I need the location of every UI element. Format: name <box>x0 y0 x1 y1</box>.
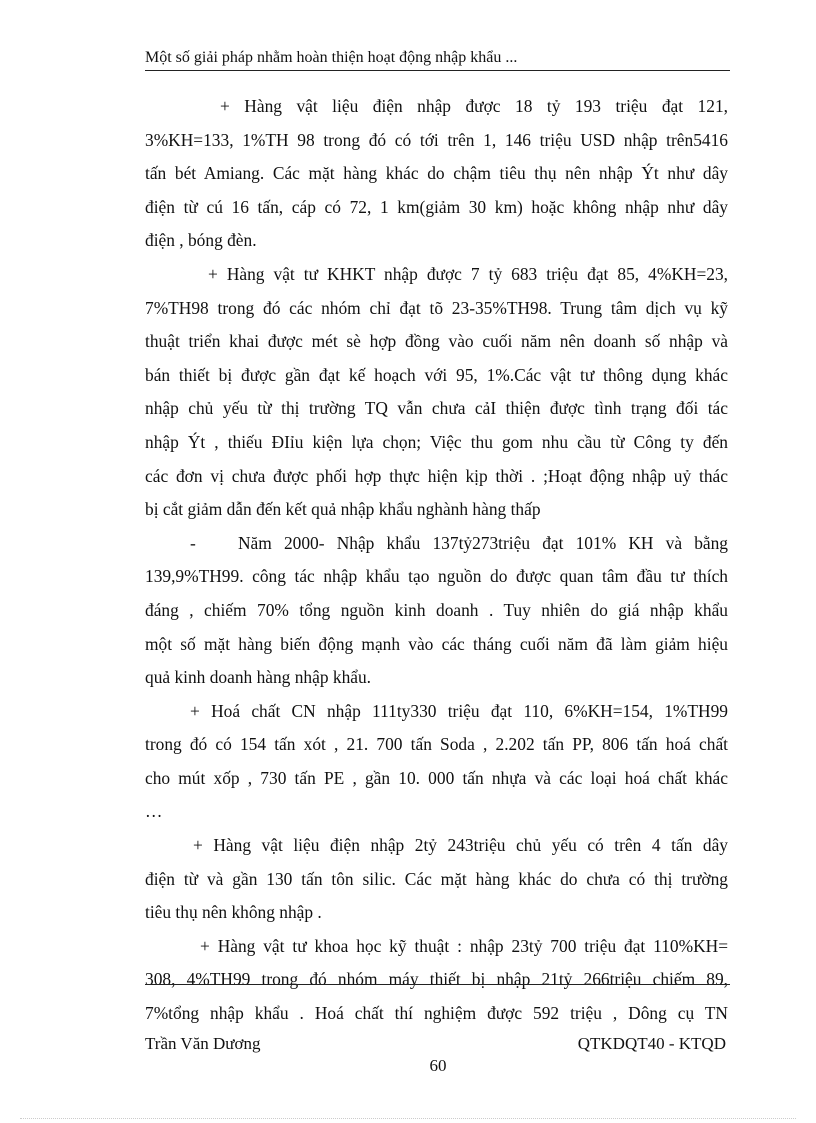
paragraph-line: thuật triển khai được mét sè hợp đồng vào cuối năm nên doanh số nhập và <box>145 331 728 352</box>
paragraph-line: nhập Ýt , thiếu ĐIỉu kiện lựa chọn; Việc thu gom nhu cầu từ Công ty đến <box>145 431 728 452</box>
paragraph-line <box>145 527 728 561</box>
paragraph-line: cho mút xốp , 730 tấn PE , gần 10. 000 tấn nhựa và các loại hoá chất khác <box>145 767 728 788</box>
paragraph-line: 139,9%TH99. công tác nhập khẩu tạo nguồn do được quan tâm đầu tư thích <box>145 566 728 587</box>
paragraph-line: trong đó có 154 tấn xót , 21. 700 tấn Soda , 2.202 tấn PP, 806 tấn hoá chất <box>145 734 728 755</box>
paragraph-line: điện , bóng đèn. <box>145 230 257 251</box>
header-divider <box>145 70 730 71</box>
paragraph-line: tấn bét Amiang. Các mặt hàng khác do chậm tiêu thụ nên nhập Ýt như dây <box>145 163 728 184</box>
paragraph-line-text: Năm 2000- Nhập khẩu 137tỷ273triệu đạt 101% KH và bằng <box>238 532 728 553</box>
footer-author: Trần Văn Dương <box>145 1034 261 1053</box>
paragraph-line: các đơn vị chưa được phối hợp thực hiện kịp thời . ;Hoạt động nhập uỷ thác <box>145 465 728 486</box>
paragraph-line: đáng , chiếm 70% tổng nguồn kinh doanh . Tuy nhiên do giá nhập khẩu <box>145 599 728 620</box>
paragraph-line: + Hàng vật tư khoa học kỹ thuật : nhập 23tỷ 700 triệu đạt 110%KH= <box>200 935 728 956</box>
paragraph-line: tiêu thụ nên không nhập . <box>145 902 322 923</box>
paragraph-line: điện từ cú 16 tấn, cáp có 72, 1 km(giảm 30 km) hoặc không nhập như dây <box>145 196 728 217</box>
paragraph-line: bị cắt giảm dẫn đến kết quả nhập khẩu nghành hàng thấp <box>145 499 541 520</box>
page-edge-divider <box>20 1118 796 1119</box>
paragraph-line: + Hàng vật tư KHKT nhập được 7 tỷ 683 triệu đạt 85, 4%KH=23, <box>208 263 728 284</box>
paragraph-line: một số mặt hàng biến động mạnh vào các tháng cuối năm đã làm giảm hiệu <box>145 633 728 654</box>
paragraph-line: 3%KH=133, 1%TH 98 trong đó có tới trên 1, 146 triệu USD nhập trên5416 <box>145 129 728 150</box>
paragraph-line: điện từ và gần 130 tấn tôn silic. Các mặt hàng khác do chưa có thị trường <box>145 868 728 889</box>
running-header: Một số giải pháp nhằm hoàn thiện hoạt động nhập khẩu ... <box>145 49 518 66</box>
paragraph-line: 7%TH98 trong đó các nhóm chỉ đạt tõ 23-35%TH98. Trung tâm dịch vụ kỹ <box>145 297 728 318</box>
paragraph-line: + Hoá chất CN nhập 111ty330 triệu đạt 110, 6%KH=154, 1%TH99 <box>190 700 728 721</box>
paragraph-line: nhập chủ yếu từ thị trường TQ vẫn chưa cảI thiện được tình trạng đối tác <box>145 398 728 419</box>
paragraph-line: bán thiết bị được gần đạt kế hoạch với 95, 1%.Các vật tư thông dụng khác <box>145 364 728 385</box>
list-dash: - <box>190 532 196 553</box>
paragraph-line: 308, 4%TH99 trong đó nhóm máy thiết bị nhập 21tỷ 266triệu chiếm 89, <box>145 969 728 990</box>
footer-divider <box>145 984 730 985</box>
paragraph-line: 7%tổng nhập khẩu . Hoá chất thí nghiệm được 592 triệu , Dông cụ TN <box>145 1003 728 1024</box>
paragraph-line: quả kinh doanh hàng nhập khẩu. <box>145 667 372 688</box>
page-number: 60 <box>429 1056 447 1075</box>
footer-class-code: QTKDQT40 - KTQD <box>577 1034 726 1053</box>
page-body <box>145 90 728 1031</box>
paragraph-line: + Hàng vật liệu điện nhập 2tỷ 243triệu chủ yếu có trên 4 tấn dây <box>193 835 728 856</box>
paragraph-line: … <box>145 801 163 822</box>
paragraph-line: + Hàng vật liệu điện nhập được 18 tỷ 193 triệu đạt 121, <box>220 96 728 116</box>
